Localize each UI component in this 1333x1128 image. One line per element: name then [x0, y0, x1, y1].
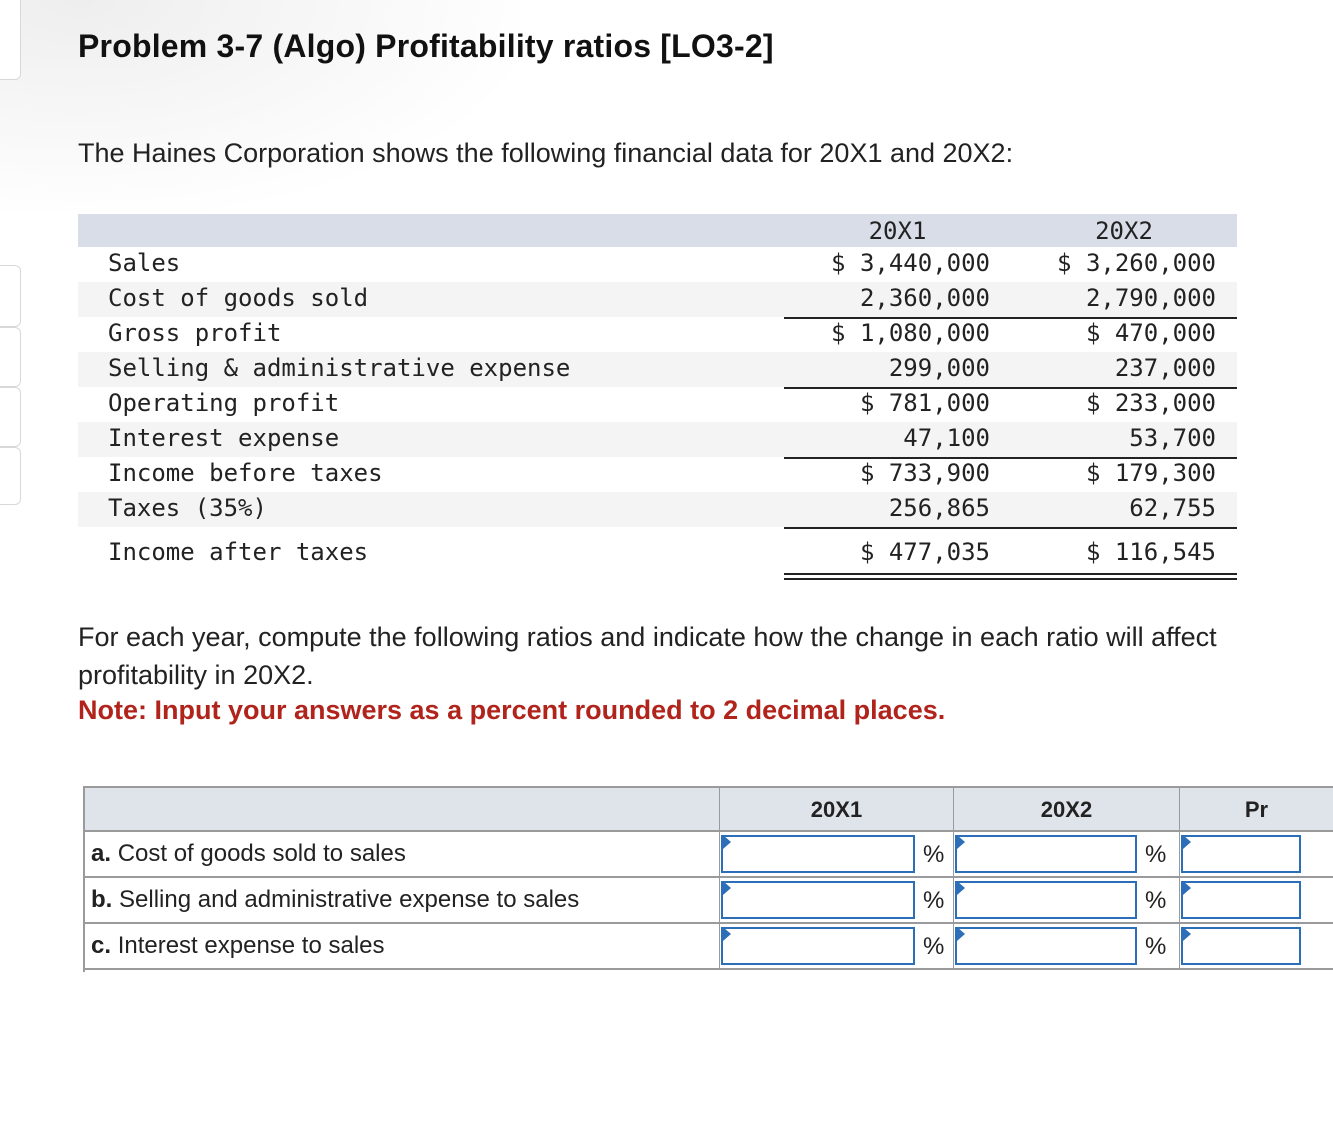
row-selling-admin	[78, 352, 1237, 387]
value-20x1: $ 781,000	[859, 389, 990, 417]
year-header-20x2: 20X2	[1095, 217, 1153, 245]
ratio-text: Selling and administrative expense to sales	[119, 886, 580, 913]
value-20x2: $ 179,300	[1085, 459, 1216, 487]
header-20x2: 20X2	[953, 788, 1179, 832]
ratio-text: Interest expense to sales	[117, 932, 385, 959]
ratio-label	[91, 832, 406, 876]
select-profitability-cogs[interactable]	[1181, 835, 1301, 873]
value-20x2: $ 233,000	[1085, 389, 1216, 417]
value-20x1: 256,865	[888, 494, 990, 522]
row-label: Sales	[108, 249, 181, 277]
value-20x1: $ 477,035	[859, 538, 990, 566]
value-20x1: 47,100	[903, 424, 990, 452]
value-20x2: $ 116,545	[1085, 538, 1216, 566]
flag-marker-icon	[1183, 927, 1191, 941]
year-header-20x1: 20X1	[868, 217, 927, 245]
header-20x1: 20X1	[719, 788, 953, 832]
financial-table-header	[78, 214, 1237, 247]
row-income-before-taxes	[78, 457, 1237, 492]
value-20x2: 62,755	[1129, 494, 1216, 522]
percent-sign: %	[1145, 841, 1167, 868]
double-underline	[784, 578, 1011, 580]
input-20x1-cogs[interactable]	[721, 835, 915, 873]
input-20x2-selling-admin[interactable]	[955, 881, 1137, 919]
flag-marker-icon	[1183, 881, 1191, 895]
input-20x1-interest[interactable]	[721, 927, 915, 965]
divider	[1179, 832, 1180, 876]
divider	[719, 924, 720, 968]
answer-table-header	[83, 786, 1333, 832]
flag-marker-icon	[723, 927, 731, 941]
select-profitability-selling-admin[interactable]	[1181, 881, 1301, 919]
flag-marker-icon	[957, 927, 965, 941]
ratio-label	[91, 878, 579, 922]
divider	[953, 832, 954, 876]
flag-marker-icon	[957, 835, 965, 849]
ratio-letter: b.	[91, 886, 113, 913]
value-20x1: $ 1,080,000	[831, 319, 990, 347]
flag-marker-icon	[1183, 835, 1191, 849]
table-row	[83, 878, 1333, 924]
row-gross-profit	[78, 317, 1237, 352]
row-label: Selling & administrative expense	[108, 354, 571, 382]
input-20x2-cogs[interactable]	[955, 835, 1137, 873]
side-tab[interactable]	[0, 327, 21, 387]
value-20x1: $ 3,440,000	[831, 249, 990, 277]
row-operating-profit	[78, 387, 1237, 422]
problem-title: Problem 3-7 (Algo) Profitability ratios [LO3-2]	[78, 28, 774, 64]
row-interest-expense	[78, 422, 1237, 457]
underline	[1011, 527, 1237, 529]
percent-sign: %	[923, 887, 945, 914]
table-row	[83, 924, 1333, 970]
input-20x2-interest[interactable]	[955, 927, 1137, 965]
row-income-after-taxes	[78, 536, 1237, 571]
divider	[1179, 878, 1180, 922]
instructions-text: For each year, compute the following ratios and indicate how the change in each ratio will affect profitability in 20X2.	[78, 622, 1217, 690]
select-profitability-interest[interactable]	[1181, 927, 1301, 965]
ratio-letter: a.	[91, 840, 112, 867]
percent-sign: %	[923, 841, 945, 868]
divider	[719, 878, 720, 922]
ratio-text: Cost of goods sold to sales	[117, 840, 406, 867]
row-cogs	[78, 282, 1237, 317]
row-label: Gross profit	[108, 319, 282, 347]
rounding-note: Note: Input your answers as a percent rounded to 2 decimal places.	[78, 695, 946, 725]
row-label: Interest expense	[108, 424, 340, 452]
double-underline	[1011, 578, 1237, 580]
input-20x1-selling-admin[interactable]	[721, 881, 915, 919]
value-20x2: 237,000	[1114, 354, 1216, 382]
row-sales	[78, 247, 1237, 282]
percent-sign: %	[1145, 887, 1167, 914]
row-label: Taxes (35%)	[108, 494, 267, 522]
row-label: Income after taxes	[108, 538, 369, 566]
row-label: Income before taxes	[108, 459, 383, 487]
side-tab[interactable]	[0, 447, 21, 505]
double-underline	[1011, 573, 1237, 575]
value-20x1: $ 733,900	[859, 459, 990, 487]
row-label: Operating profit	[108, 389, 340, 417]
header-profitability: Pr	[1179, 788, 1333, 832]
side-tab[interactable]	[0, 265, 21, 327]
divider	[1179, 924, 1180, 968]
flag-marker-icon	[723, 881, 731, 895]
financial-data-table	[78, 214, 1237, 566]
intro-text: The Haines Corporation shows the following financial data for 20X1 and 20X2:	[78, 138, 1014, 168]
ratio-label	[91, 924, 385, 968]
value-20x2: $ 3,260,000	[1057, 249, 1216, 277]
row-label: Cost of goods sold	[108, 284, 369, 312]
value-20x2: 2,790,000	[1085, 284, 1216, 312]
answer-table	[83, 786, 1269, 972]
value-20x2: 53,700	[1129, 424, 1216, 452]
divider	[953, 878, 954, 922]
percent-sign: %	[1145, 933, 1167, 960]
divider	[953, 924, 954, 968]
ratio-letter: c.	[91, 932, 112, 959]
flag-marker-icon	[723, 835, 731, 849]
divider	[719, 832, 720, 876]
underline	[784, 527, 1011, 529]
flag-marker-icon	[957, 881, 965, 895]
value-20x1: 299,000	[888, 354, 990, 382]
header-blank	[83, 788, 719, 832]
table-frame	[83, 786, 85, 972]
value-20x1: 2,360,000	[859, 284, 990, 312]
side-tab[interactable]	[0, 387, 21, 447]
row-taxes	[78, 492, 1237, 527]
value-20x2: $ 470,000	[1085, 319, 1216, 347]
double-underline	[784, 573, 1011, 575]
table-row	[83, 832, 1333, 878]
side-tab[interactable]	[0, 0, 21, 80]
percent-sign: %	[923, 933, 945, 960]
